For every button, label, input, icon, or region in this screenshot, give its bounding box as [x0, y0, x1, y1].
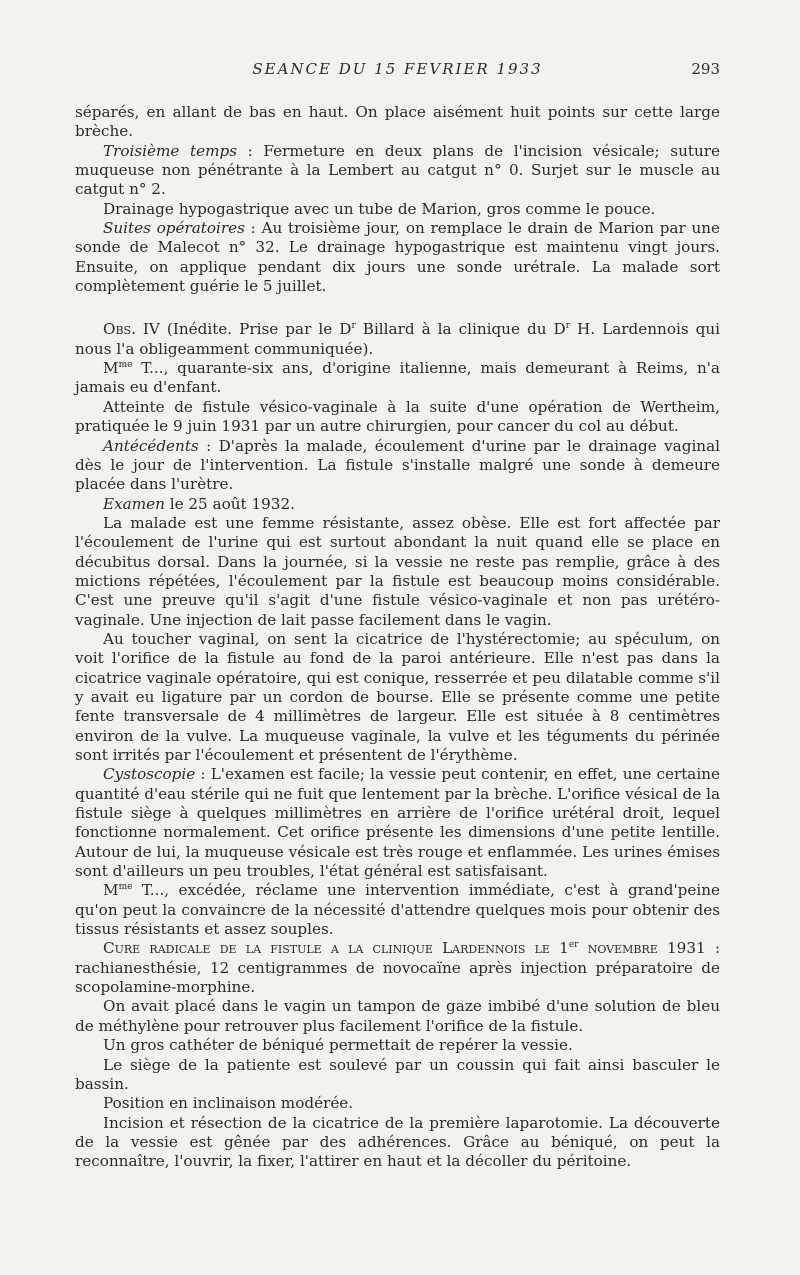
- paragraph-text: (Inédite. Prise par le D: [159, 320, 352, 339]
- superscript: me: [118, 360, 133, 371]
- observation-label: Obs. IV: [103, 320, 160, 339]
- paragraph: [75, 495, 720, 514]
- paragraph-text: 1931 : rachianesthésie, 12 centigrammes de novocaïne après injection préparatoire de scopolamine-morphine.: [75, 939, 720, 997]
- paragraph: Drainage hypogastrique avec un tube de Marion, gros comme le pouce.: [103, 199, 656, 218]
- superscript: r: [565, 321, 571, 332]
- paragraph-label: Examen: [103, 494, 165, 513]
- paragraph-label: Cystoscopie: [103, 765, 196, 784]
- paragraph: [75, 219, 720, 296]
- paragraph-text: Billard à la clinique du D: [355, 320, 566, 339]
- title-abbrev: M: [103, 359, 119, 378]
- paragraph-text: le 25 août 1932.: [164, 494, 295, 513]
- paragraph: Position en inclinaison modérée.: [103, 1094, 354, 1113]
- paragraph-text: T..., quarante-six ans, d'origine italienne, mais demeurant à Reims, n'a jamais eu d'enfant.: [75, 359, 720, 397]
- paragraph: [75, 359, 720, 398]
- paragraph: séparés, en allant de bas en haut. On place aisément huit points sur cette large brèche.: [75, 103, 720, 141]
- paragraph-text: : Fermeture en deux plans de l'incision vésicale; suture muqueuse non pénétrante à la Lembert au catgut n° 0. Surjet sur le muscle au catgut n° 2.: [75, 141, 720, 199]
- paragraph-text: : Au troisième jour, on remplace le drain de Marion par une sonde de Malecot n° 32. Le drainage hypogastrique est maintenu vingt jours. Ensuite, on applique pendant dix jours une sonde urétrale. La malade sort complètement guérie le 5 juillet.: [75, 219, 720, 296]
- section-gap: [75, 296, 720, 320]
- paragraph-text: : L'examen est facile; la vessie peut contenir, en effet, une certaine quantité d'eau stérile qui ne fuit que lentement par la brèche. L'orifice vésical de la fistule siège à quelques millimètres en arrière de l'orifice urétéral droit, lequel fonctionne normalement. Cet orifice présente les dimensions d'une petite lentille. Autour de lui, la muqueuse vésicale est très rouge et enflammée. Les urines émises sont d'ailleurs un peu troubles, l'état général est satisfaisant.: [75, 765, 720, 881]
- section-heading: novembre: [578, 939, 658, 958]
- paragraph: [75, 320, 720, 359]
- header-title: SEANCE DU 15 FEVRIER 1933: [252, 60, 543, 78]
- paragraph: [75, 765, 720, 881]
- running-header: [75, 60, 720, 84]
- paragraph: Atteinte de fistule vésico-vaginale à la suite d'une opération de Wertheim, pratiquée le 9 juin 1931 par un autre chirurgien, pour cancer du col au début.: [75, 397, 720, 436]
- paragraph: On avait placé dans le vagin un tampon de gaze imbibé d'une solution de bleu de méthylène pour retrouver plus facilement l'orifice de la fistule.: [75, 997, 720, 1035]
- superscript: er: [568, 940, 579, 951]
- paragraph: [75, 881, 720, 939]
- paragraph: [75, 142, 720, 200]
- title-abbrev: M: [103, 881, 119, 900]
- paragraph-label: Antécédents: [103, 436, 199, 455]
- paragraph-label: Suites opératoires: [103, 219, 245, 238]
- paragraph-text: T..., excédée, réclame une intervention immédiate, c'est à grand'peine qu'on peut la convaincre de la nécessité d'attendre quelques mois pour obtenir des tissus résistants et assez souples.: [75, 881, 720, 939]
- paragraph: Au toucher vaginal, on sent la cicatrice de l'hystérectomie; au spéculum, on voit l'orifice de la fistule au fond de la paroi antérieure. Elle n'est pas dans la cicatrice vaginale opératoire, qui est conique, resserrée et peu dilatable comme s'il y avait eu ligature par un cordon de bourse. Elle se présente comme une petite fente transversale de 4 millimètres de largeur. Elle est située à 8 centimètres environ de la vulve. La muqueuse vaginale, la vulve et les téguments du périnée sont irrités par l'écoulement et présentent de l'érythème.: [75, 629, 720, 764]
- paragraph: Incision et résection de la cicatrice de la première laparotomie. La découverte de la vessie est gênée par des adhérences. Grâce au béniqué, on peut la reconnaître, l'ouvrir, la fixer, l'attirer en haut et la décoller du péritoine.: [75, 1113, 720, 1171]
- page-body: [75, 103, 720, 1172]
- paragraph-text: H. Lardennois qui nous l'a obligeamment communiquée).: [75, 320, 721, 358]
- superscript: me: [118, 882, 133, 893]
- paragraph: [75, 939, 720, 997]
- page-number: 293: [691, 60, 720, 78]
- paragraph: Le siège de la patiente est soulevé par un coussin qui fait ainsi basculer le bassin.: [75, 1055, 720, 1093]
- paragraph-text: : D'après la malade, écoulement d'urine par le drainage vaginal dès le jour de l'intervention. La fistule s'installe malgré une sonde à demeure placée dans l'urètre.: [75, 436, 720, 494]
- superscript: r: [351, 321, 356, 332]
- section-heading: Cure radicale de la fistule a la clinique Lardennois le 1: [103, 939, 569, 958]
- paragraph-label: Troisième temps: [103, 141, 238, 160]
- paragraph: [75, 437, 720, 495]
- paragraph: Un gros cathéter de béniqué permettait de repérer la vessie.: [103, 1036, 573, 1055]
- paragraph: La malade est une femme résistante, assez obèse. Elle est fort affectée par l'écoulement de l'urine qui est surtout abondant la nuit quand elle se place en décubitus dorsal. Dans la journée, si la vessie ne reste pas remplie, grâce à des mictions répétées, l'écoulement par la fistule est beaucoup moins considérable. C'est une preuve qu'il s'agit d'une fistule vésico-vaginale et non pas urétéro-vaginale. Une injection de lait passe facilement dans le vagin.: [75, 513, 720, 629]
